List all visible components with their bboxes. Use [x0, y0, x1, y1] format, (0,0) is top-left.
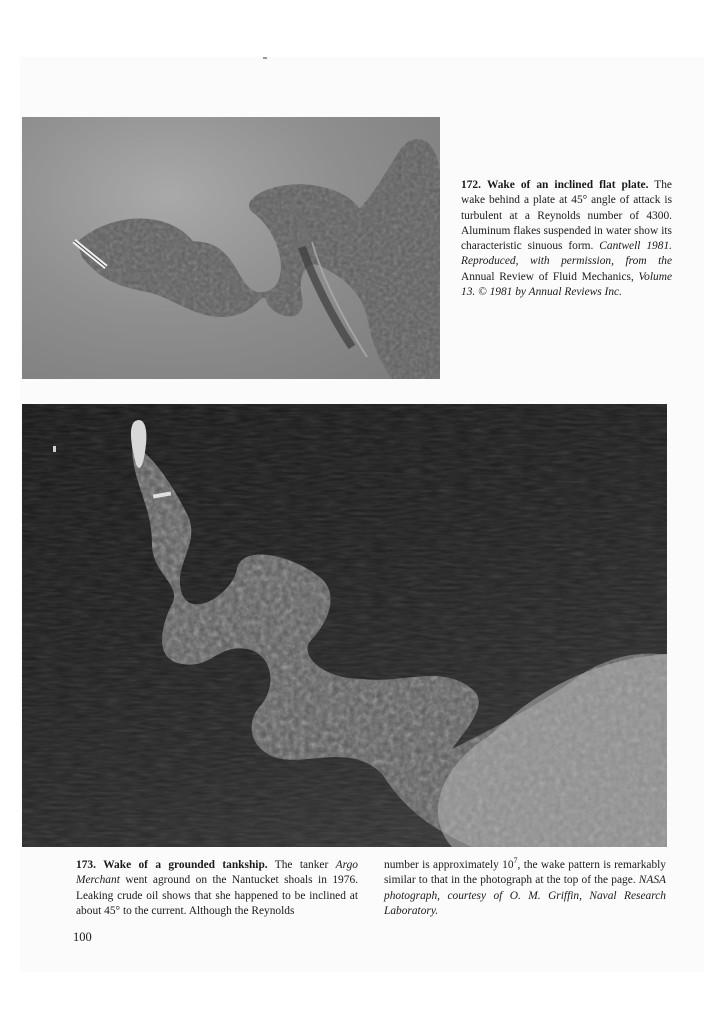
figure-173-body-2: went aground on the Nantucket shoals in 1976. Leaking crude oil shows that she happened to be inclined at about 45° to the current. Although the Reynolds [76, 874, 358, 917]
page-number: 100 [73, 930, 92, 944]
figure-173-photo [22, 404, 667, 847]
oil-slick-aerial-image [22, 404, 667, 847]
figure-173-title: Wake of a grounded tankship. [103, 859, 268, 871]
figure-173-body-4: , the wake pattern is remarkably similar to that in the photograph at the top of the page. [384, 859, 666, 887]
scan-speck [263, 57, 267, 59]
figure-173-number: 173. [76, 859, 96, 871]
figure-172-credit-2: Volume 13. © 1981 by Annual Reviews Inc. [461, 270, 672, 299]
figure-172-caption [461, 178, 672, 300]
figure-172-number: 172. [461, 179, 481, 191]
figure-172-photo [22, 117, 440, 379]
figure-172-title: Wake of an inclined flat plate. [486, 179, 649, 191]
reynolds-exponent: 7 [513, 856, 518, 866]
figure-173-caption-left [76, 858, 358, 919]
figure-173-credit: NASA photograph, courtesy of O. M. Griffin, Naval Research Laboratory. [384, 874, 666, 917]
figure-172-body: The wake behind a plate at 45° angle of attack is turbulent at a Reynolds number of 4300. Aluminum flakes suspended in water show its characteristic sinuous form. [461, 179, 672, 253]
figure-172-journal: Annual Review of Fluid Mechanics, [461, 270, 639, 283]
flat-plate-wake-image [22, 117, 440, 379]
figure-173-caption-right [384, 858, 666, 919]
figure-172-credit-1: Cantwell 1981. Reproduced, with permission, from the [461, 240, 672, 268]
ship-name: Argo Merchant [76, 859, 358, 887]
figure-173-body-3: number is approximately 10 [384, 859, 514, 871]
figure-173-body-1: The tanker [267, 859, 336, 871]
